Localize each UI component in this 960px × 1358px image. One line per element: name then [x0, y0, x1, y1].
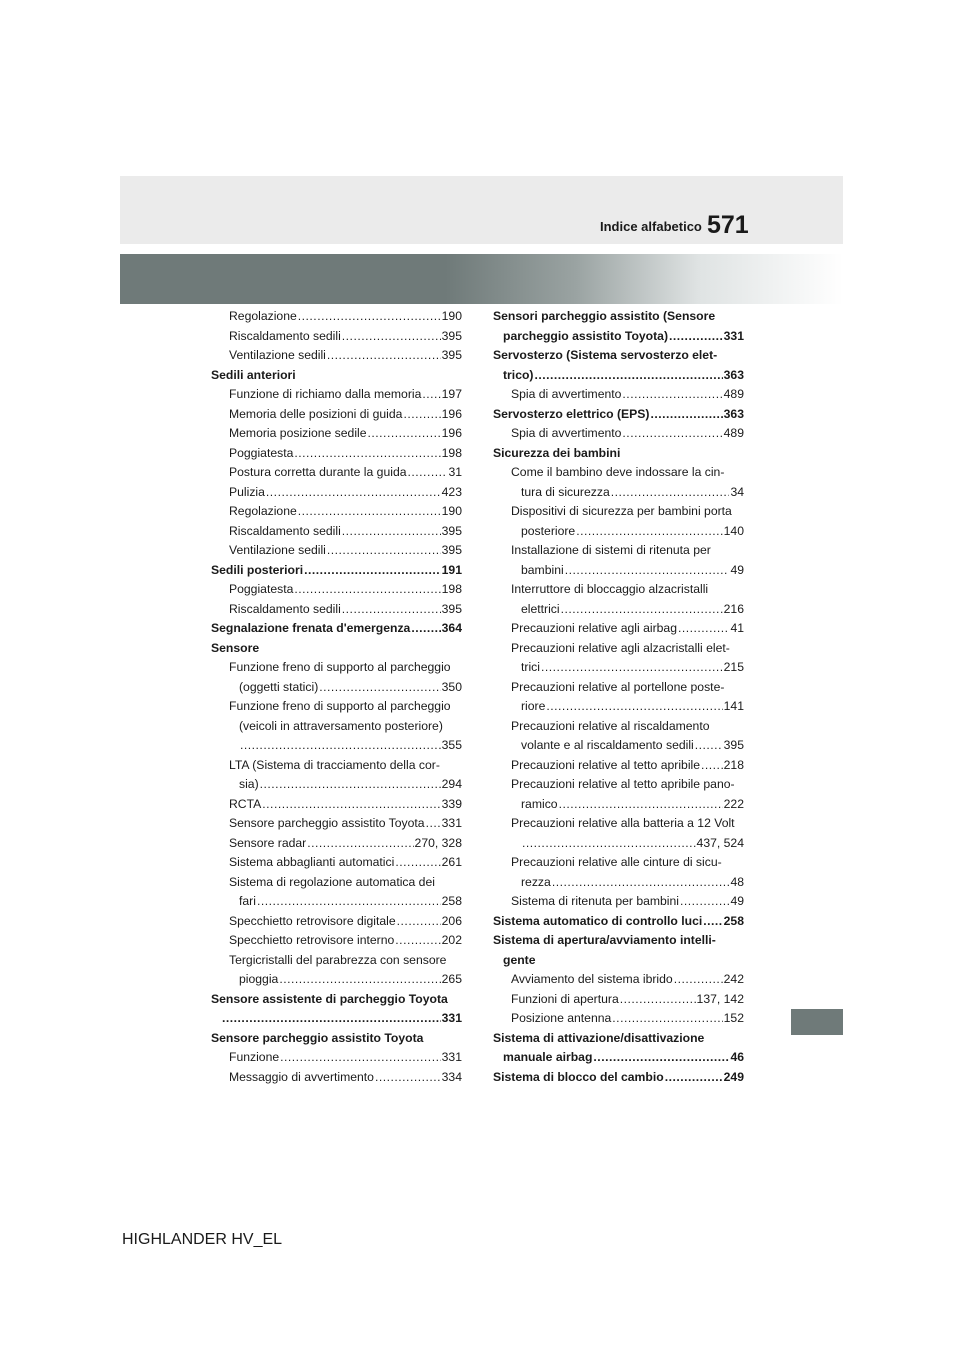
- dot-leader: [593, 1048, 729, 1068]
- index-entry-text: elettrici: [521, 601, 560, 616]
- dot-leader: [262, 795, 440, 815]
- index-entry-text: Specchietto retrovisore digitale: [229, 913, 396, 928]
- index-entry-text: Funzione di richiamo dalla memoria: [229, 387, 422, 401]
- index-entry-page: 202: [441, 933, 462, 947]
- index-entry: [211, 912, 462, 932]
- index-entry-page: 198: [441, 445, 462, 460]
- index-entry: [211, 483, 462, 503]
- index-entry: [493, 834, 744, 854]
- index-entry-page: 197: [441, 387, 462, 401]
- dot-leader: [342, 522, 441, 542]
- index-entry-page: 395: [441, 601, 462, 616]
- dot-leader: [674, 970, 723, 990]
- dot-leader: [294, 444, 440, 464]
- index-entry: [493, 873, 744, 893]
- index-entry-text: Precauzioni relative al tetto apribile: [511, 757, 701, 772]
- index-heading: gente: [503, 952, 536, 967]
- index-entry-page: 152: [723, 1011, 744, 1025]
- index-entry: [211, 405, 462, 425]
- index-entry-page: 489: [723, 387, 744, 401]
- dot-leader: [327, 346, 441, 366]
- dot-leader: [368, 424, 441, 444]
- index-entry: [493, 658, 744, 678]
- index-entry-text: Spia di avvertimento: [511, 426, 622, 440]
- index-entry: [211, 775, 462, 795]
- index-entry: [493, 970, 744, 990]
- index-entry-text: Sistema di ritenuta per bambini: [511, 894, 680, 908]
- dot-leader: [622, 424, 722, 444]
- section-title: Indice alfabetico: [600, 219, 702, 234]
- dot-leader: [565, 561, 730, 581]
- dot-leader: [375, 1068, 441, 1088]
- index-entry-text: manuale airbag: [503, 1050, 593, 1064]
- index-entry-text: Sistema automatico di controllo luci: [493, 913, 703, 928]
- dot-leader: [522, 834, 696, 854]
- index-entry-line: Dispositivi di sicurezza per bambini porta: [511, 504, 732, 518]
- index-entry-page: 294: [441, 777, 462, 791]
- index-entry-text: RCTA: [229, 796, 262, 811]
- dot-leader: [678, 619, 729, 639]
- index-entry: [493, 424, 744, 444]
- index-entry: [493, 756, 744, 776]
- index-heading: Sensore: [211, 640, 260, 655]
- index-entry: [211, 1009, 462, 1029]
- index-entry: [211, 444, 462, 464]
- index-entry-line: Funzione freno di supporto al parcheggio: [229, 699, 451, 713]
- index-entry: [493, 366, 744, 386]
- index-entry-page: 265: [441, 972, 462, 986]
- index-entry-text: Pulizia: [229, 484, 265, 499]
- index-entry-text: riore: [521, 699, 546, 713]
- index-entry-text: Ventilazione sedili: [229, 348, 326, 362]
- index-entry-page: 216: [723, 601, 744, 616]
- index-heading: Sensori parcheggio assistito (Sensore: [493, 309, 716, 323]
- index-entry-page: 48: [730, 874, 744, 889]
- dot-leader: [422, 385, 440, 405]
- index-entry: [211, 678, 462, 698]
- index-entry: [493, 600, 744, 620]
- index-entry: [493, 1048, 744, 1068]
- index-entry-page: 218: [723, 757, 744, 772]
- index-entry-page: 423: [441, 484, 462, 499]
- index-entry-text: Regolazione: [229, 504, 297, 518]
- index-entry-page: 46: [730, 1050, 744, 1064]
- index-entry-page: 331: [723, 328, 744, 343]
- dot-leader: [342, 327, 441, 347]
- page-number: 571: [707, 211, 749, 239]
- dot-leader: [304, 561, 441, 581]
- index-entry-page: 196: [441, 426, 462, 440]
- index-entry-line: Precauzioni relative al portellone poste-: [511, 679, 725, 694]
- index-entry-text: Sistema abbaglianti automatici: [229, 855, 395, 869]
- index-entry-text: Specchietto retrovisore interno: [229, 933, 395, 947]
- index-entry: [211, 463, 462, 483]
- index-entry-page: 140: [723, 523, 744, 538]
- index-entry-text: Segnalazione frenata d'emergenza: [211, 621, 411, 635]
- dot-leader: [294, 580, 440, 600]
- index-entry-page: 222: [723, 796, 744, 811]
- dot-leader: [319, 678, 440, 698]
- index-entry-page: 34: [730, 484, 744, 499]
- dot-leader: [240, 736, 441, 756]
- index-entry-text: fari: [239, 894, 256, 908]
- index-entry-text: bambini: [521, 562, 564, 577]
- index-entry-page: 190: [441, 309, 462, 323]
- dot-leader: [298, 307, 441, 327]
- index-entry-text: Funzione: [229, 1050, 280, 1064]
- dot-leader: [534, 366, 722, 386]
- index-entry-line: Interruttore di bloccaggio alzacristalli: [511, 582, 709, 596]
- index-entry-line: Precauzioni relative alle cinture di sicu-: [511, 855, 722, 869]
- index-entry-line: (veicoli in attraversamento posteriore): [239, 718, 443, 733]
- index-entry-page: 49: [730, 894, 744, 908]
- index-entry: [493, 697, 744, 717]
- index-entry-page: 364: [441, 621, 462, 635]
- footer-model: HIGHLANDER HV_EL: [122, 1231, 283, 1248]
- dot-leader: [620, 990, 696, 1010]
- dot-leader: [395, 853, 440, 873]
- index-entry-line: LTA (Sistema di tracciamento della cor-: [229, 757, 440, 772]
- dot-leader: [611, 483, 730, 503]
- index-entry: [211, 1068, 462, 1088]
- index-entry: [211, 424, 462, 444]
- index-entry-page: 331: [441, 816, 462, 830]
- index-entry-text: Sistema di blocco del cambio: [493, 1069, 664, 1084]
- index-entry-text: rezza: [521, 874, 551, 889]
- dot-leader: [298, 502, 441, 522]
- index-entry: [493, 912, 744, 932]
- dot-leader: [307, 834, 413, 854]
- index-entry: [493, 736, 744, 756]
- index-entry: [211, 385, 462, 405]
- index-entry-page: 249: [723, 1069, 744, 1084]
- index-entry-page: 258: [441, 894, 462, 908]
- index-heading: Sensore assistente di parcheggio Toyota: [211, 991, 448, 1006]
- index-entry-text: Poggiatesta: [229, 582, 294, 596]
- index-entry-page: 196: [441, 406, 462, 421]
- index-entry: [211, 736, 462, 756]
- dot-leader: [669, 327, 723, 347]
- index-heading: Servosterzo (Sistema servosterzo elet-: [493, 348, 718, 362]
- index-entry: [493, 561, 744, 581]
- dot-leader: [622, 385, 722, 405]
- index-entry: [211, 327, 462, 347]
- index-entry-text: Poggiatesta: [229, 445, 294, 460]
- index-entry: [211, 561, 462, 581]
- index-heading: Sistema di apertura/avviamento intelli-: [493, 933, 716, 947]
- index-entry-page: 350: [441, 679, 462, 694]
- index-entry-text: Avviamento del sistema ibrido: [511, 972, 673, 986]
- dot-leader: [576, 522, 722, 542]
- index-column-right: [493, 307, 744, 1087]
- index-entry-text: Postura corretta durante la guida: [229, 465, 407, 479]
- dot-leader: [541, 658, 723, 678]
- index-entry-text: Regolazione: [229, 309, 297, 323]
- index-entry-page: 261: [441, 855, 462, 869]
- dot-leader: [559, 795, 723, 815]
- dot-leader: [342, 600, 441, 620]
- dot-leader: [266, 483, 441, 503]
- dot-leader: [411, 619, 440, 639]
- index-entry-page: 242: [723, 972, 744, 986]
- index-entry: [493, 1068, 744, 1088]
- index-entry: [493, 795, 744, 815]
- dot-leader: [701, 756, 723, 776]
- index-entry-page: 206: [441, 913, 462, 928]
- index-entry-text: trici: [521, 660, 540, 674]
- index-entry-line: Sistema di regolazione automatica dei: [229, 874, 435, 889]
- dot-leader: [279, 970, 440, 990]
- index-entry-text: pioggia: [239, 972, 279, 986]
- index-entry-page: 258: [723, 913, 744, 928]
- index-entry-text: posteriore: [521, 523, 576, 538]
- dot-leader: [403, 405, 440, 425]
- index-entry-line: Precauzioni relative al riscaldamento: [511, 718, 710, 733]
- index-entry: [493, 405, 744, 425]
- index-entry-page: 334: [441, 1069, 462, 1084]
- index-heading: Sistema di attivazione/disattivazione: [493, 1030, 705, 1045]
- dot-leader: [395, 931, 440, 951]
- index-entry-page: 395: [441, 543, 462, 557]
- index-entry-page: 190: [441, 504, 462, 518]
- index-entry-line: Funzione freno di supporto al parcheggio: [229, 660, 451, 674]
- index-entry-page: 215: [723, 660, 744, 674]
- index-entry-line: Precauzioni relative agli alzacristalli elet-: [511, 640, 730, 655]
- index-entry-text: ramico: [521, 796, 558, 811]
- dot-leader: [408, 463, 448, 483]
- index-entry: [211, 931, 462, 951]
- index-entry: [493, 385, 744, 405]
- index-entry-page: 331: [441, 1011, 462, 1025]
- index-entry-line: Precauzioni relative alla batteria a 12 Volt: [511, 816, 735, 830]
- dot-leader: [695, 736, 723, 756]
- dot-leader: [257, 892, 441, 912]
- dot-leader: [612, 1009, 722, 1029]
- chapter-side-tab: [791, 1009, 843, 1035]
- index-entry-page: 331: [441, 1050, 462, 1064]
- index-entry-page: 49: [730, 562, 744, 577]
- index-entry-text: parcheggio assistito Toyota): [503, 328, 669, 343]
- index-entry-text: Riscaldamento sedili: [229, 328, 341, 343]
- index-entry: [211, 346, 462, 366]
- dot-leader: [680, 892, 729, 912]
- dot-leader: [260, 775, 441, 795]
- index-entry-text: Riscaldamento sedili: [229, 601, 341, 616]
- dot-leader: [546, 697, 722, 717]
- index-entry-text: Sensore parcheggio assistito Toyota: [229, 816, 425, 830]
- index-column-left: [211, 307, 462, 1087]
- index-entry-text: Precauzioni relative agli airbag: [511, 621, 677, 635]
- index-entry-text: tura di sicurezza: [521, 484, 610, 499]
- index-entry-text: Messaggio di avvertimento: [229, 1069, 374, 1084]
- index-entry-line: Come il bambino deve indossare la cin-: [511, 465, 725, 479]
- index-entry: [211, 600, 462, 620]
- index-entry: [493, 1009, 744, 1029]
- index-entry: [211, 522, 462, 542]
- index-entry: [211, 580, 462, 600]
- index-entry-line: Installazione di sistemi di ritenuta per: [511, 543, 711, 557]
- index-entry: [493, 619, 744, 639]
- index-entry-page: 489: [723, 426, 744, 440]
- index-entry-page: 395: [441, 523, 462, 538]
- index-entry-page: 198: [441, 582, 462, 596]
- index-entry-page: 363: [723, 367, 744, 382]
- index-entry-text: Memoria posizione sedile: [229, 426, 367, 440]
- index-entry-line: Precauzioni relative al tetto apribile pano-: [511, 777, 735, 791]
- index-entry-text: Ventilazione sedili: [229, 543, 326, 557]
- index-entry: [211, 502, 462, 522]
- dot-leader: [222, 1009, 441, 1029]
- index-entry-text: volante e al riscaldamento sedili: [521, 738, 694, 752]
- index-entry-page: 363: [723, 406, 744, 421]
- index-entry-line: Tergicristalli del parabrezza con sensore: [229, 952, 447, 967]
- index-entry: [211, 834, 462, 854]
- index-entry: [493, 483, 744, 503]
- index-entry-text: Posizione antenna: [511, 1011, 612, 1025]
- index-entry-text: Funzioni di apertura: [511, 991, 619, 1006]
- index-entry: [493, 892, 744, 912]
- dot-leader: [552, 873, 730, 893]
- index-entry-page: 41: [730, 621, 744, 635]
- index-heading: Sedili anteriori: [211, 367, 296, 382]
- index-entry-page: 31: [448, 465, 462, 479]
- index-entry-page: 395: [441, 348, 462, 362]
- index-entry-page: 395: [441, 328, 462, 343]
- dot-leader: [327, 541, 441, 561]
- index-entry-page: 355: [441, 738, 462, 752]
- index-entry: [493, 522, 744, 542]
- index-entry-page: 395: [723, 738, 744, 752]
- index-entry-text: Riscaldamento sedili: [229, 523, 341, 538]
- index-entry: [493, 990, 744, 1010]
- index-entry: [211, 795, 462, 815]
- header-gradient-bar: [120, 254, 843, 304]
- index-entry-page: 191: [441, 562, 462, 577]
- dot-leader: [561, 600, 723, 620]
- index-entry: [493, 327, 744, 347]
- dot-leader: [426, 814, 441, 834]
- index-entry-page: 437, 524: [696, 835, 744, 850]
- index-entry: [211, 1048, 462, 1068]
- index-entry: [211, 970, 462, 990]
- index-entry-text: trico): [503, 367, 534, 382]
- index-entry: [211, 892, 462, 912]
- dot-leader: [703, 912, 722, 932]
- dot-leader: [397, 912, 441, 932]
- index-entry: [211, 619, 462, 639]
- index-entry-text: Memoria delle posizioni di guida: [229, 406, 403, 421]
- index-entry: [211, 541, 462, 561]
- dot-leader: [665, 1068, 723, 1088]
- index-entry-text: Sedili posteriori: [211, 562, 304, 577]
- index-entry-text: (oggetti statici): [239, 679, 319, 694]
- index-entry-page: 339: [441, 796, 462, 811]
- index-entry: [211, 853, 462, 873]
- index-entry: [211, 814, 462, 834]
- index-entry-page: 270, 328: [414, 835, 462, 850]
- index-entry-text: Sensore radar: [229, 835, 307, 850]
- index-heading: Sensore parcheggio assistito Toyota: [211, 1030, 424, 1045]
- dot-leader: [280, 1048, 441, 1068]
- index-entry-page: 141: [723, 699, 744, 713]
- index-entry-text: Servosterzo elettrico (EPS): [493, 406, 650, 421]
- dot-leader: [650, 405, 722, 425]
- index-entry-text: sia): [239, 777, 259, 791]
- index-entry-text: Spia di avvertimento: [511, 387, 622, 401]
- index-heading: Sicurezza dei bambini: [493, 445, 621, 460]
- index-entry-page: 137, 142: [696, 991, 744, 1006]
- index-entry: [211, 307, 462, 327]
